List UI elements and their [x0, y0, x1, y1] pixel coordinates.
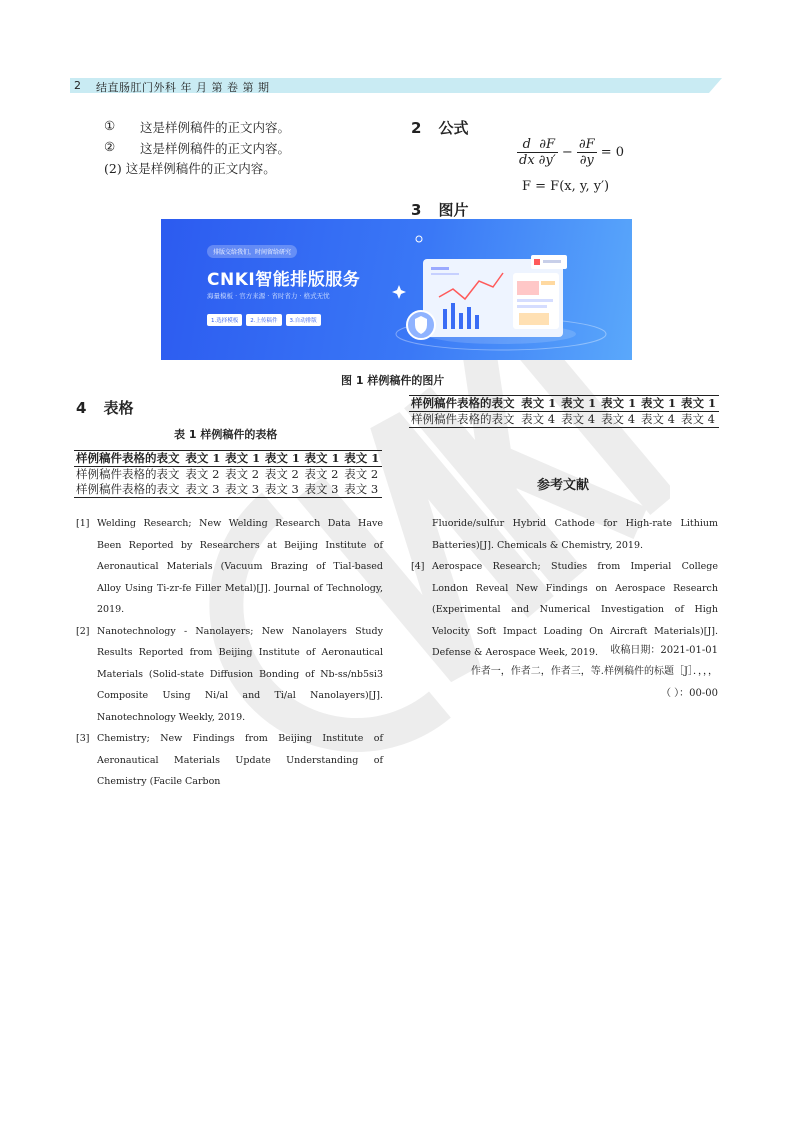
section-heading-formula: 2 公式: [411, 119, 469, 137]
banner-steps: [207, 314, 321, 326]
list-item: [104, 159, 276, 177]
list-text: 这是样例稿件的正文内容。: [140, 141, 291, 156]
section-heading-table: 4 表格: [76, 399, 134, 417]
dashboard-illustration-icon: [391, 229, 621, 354]
list-item: [104, 139, 291, 156]
table-row: 样例稿件表格的表文 表文 4 表文 4 表文 4 表文 4 表文 4: [409, 412, 719, 428]
list-marker: ②: [104, 139, 116, 154]
banner-step: 1.选择模板: [207, 314, 242, 326]
banner-title: CNKI智能排版服务: [207, 270, 361, 290]
banner-step: 3.自动排版: [286, 314, 321, 326]
table-1: [74, 450, 382, 498]
citation-pages: （ ）：00-00: [660, 688, 718, 699]
list-marker: ①: [104, 118, 116, 133]
reference-item-continued: Fluoride/sulfur Hybrid Cathode for High-rate Lithium Batteries)[J]. Chemicals & Chemistry, 2019.: [432, 518, 718, 551]
section-heading-figure: 3 图片: [411, 201, 469, 219]
citation-line: 作者一，作者二，作者三，等.样例稿件的标题［J］．，，，: [470, 666, 718, 677]
list-marker: (2): [104, 161, 122, 176]
figure-caption: 图 1 样例稿件的图片: [341, 374, 445, 387]
figure-image: [161, 219, 632, 360]
reference-item: [1] Welding Research; New Welding Research Data Have Been Reported by Researchers at Beijing Institute of Aeronautical Materials (Vacuum Brazing of Tial-based Alloy Using Ti-zr-fe Filler Metal)[J]. Journal of Technology, 2019.: [76, 518, 383, 615]
page-number: 2: [74, 79, 81, 92]
reference-item: [2] Nanotechnology - Nanolayers; New Nanolayers Study Results Reported from Beijing Institute of Aeronautical Materials (Solid-state Diffusion Bonding of Nb-ss/nb5si3 Composite Using Ni/al and Ti/al Nanolayers)[J]. Nanotechnology Weekly, 2019.: [76, 625, 383, 723]
reference-item: [4] Aerospace Research; Studies from Imperial College London Reveal New Findings on Aerospace Research (Experimental and Numerical Investigation of High Velocity Soft Impact Loading On Aircraft Materials)[J]. Defense & Aerospace Week, 2019.: [411, 561, 718, 658]
equation-1: $\frac{d}{dx}$ $\frac{\partial F}{\partial y'}$ − $\frac{\partial F}{\partial y}$ = 0: [519, 137, 625, 168]
equation-2: F = F(x, y, y′): [522, 179, 610, 194]
reference-item: [3] Chemistry; New Findings from Beijing Institute of Aeronautical Materials Update Understanding of Chemistry (Facile Carbon: [76, 733, 383, 787]
table-header-row: 样例稿件表格的表文 表文 1 表文 1 表文 1 表文 1 表文 1: [409, 396, 719, 412]
list-text: 这是样例稿件的正文内容。: [140, 120, 291, 135]
banner-subtitle: 海量模板 · 官方来源 · 省时省力 · 格式无忧: [207, 292, 330, 300]
list-item: [104, 118, 291, 135]
references-heading: 参考文献: [537, 478, 590, 493]
banner-step: 2.上传稿件: [246, 314, 281, 326]
table-header-row: 样例稿件表格的表文 表文 1 表文 1 表文 1 表文 1 表文 1: [74, 451, 382, 467]
table-1-continued: [409, 395, 719, 428]
list-text: 这是样例稿件的正文内容。: [125, 161, 276, 176]
table-row: 样例稿件表格的表文 表文 3 表文 3 表文 3 表文 3 表文 3: [74, 482, 382, 498]
reference-list-left: [76, 513, 383, 793]
received-date: 收稿日期：2021-01-01: [610, 645, 718, 656]
journal-title: 结直肠肛门外科 年 月 第 卷 第 期: [96, 81, 270, 94]
table-caption: 表 1 样例稿件的表格: [174, 428, 278, 441]
banner-slogan: 排版交给我们，时间留给研究: [207, 245, 297, 258]
table-row: 样例稿件表格的表文 表文 2 表文 2 表文 2 表文 2 表文 2: [76, 467, 379, 481]
